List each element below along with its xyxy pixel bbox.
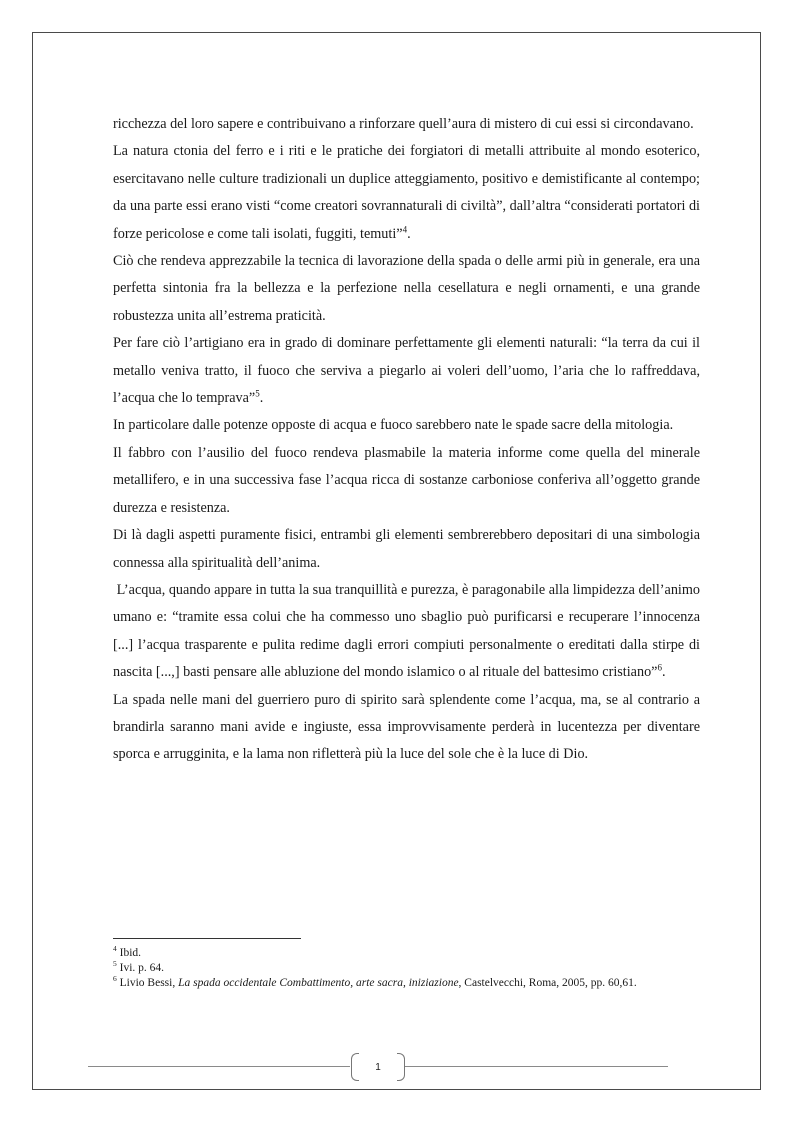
footnotes — [113, 946, 700, 991]
paragraph-9 — [113, 687, 700, 769]
footer-line-right — [405, 1066, 668, 1067]
paragraph-1-text: ricchezza del loro sapere e contribuivano a rinforzare quell’aura di mistero di cui essi si circondavano. — [113, 116, 694, 132]
body-text — [113, 111, 704, 769]
paragraph-2-end: . — [407, 225, 411, 242]
footnote-5-text: Ivi. p. 64. — [116, 962, 165, 974]
paragraph-5-text: In particolare dalle potenze opposte di acqua e fuoco sarebbero nate le spade sacre della mitologia. — [113, 417, 674, 434]
paragraph-5 — [113, 412, 700, 439]
footnote-6-number: 6 — [113, 974, 117, 984]
footnote-separator — [113, 938, 301, 939]
footnote-5-number: 5 — [113, 959, 117, 969]
left-bracket-icon — [351, 1053, 359, 1081]
footnote-5 — [113, 961, 700, 976]
paragraph-8-text: L’acqua, quando appare in tutta la sua tranquillità e purezza, è paragonabile alla limpidezza dell’animo umano e: “tramite essa colui che ha commesso uno sbaglio può purificarsi e recuperare l’innocenza [...] l’acqua trasparente e pulita redime dagli errori compiuti personalmente o ereditati dalla stirpe di nascita [...,] basti pensare alle abluzione del mondo islamico o al rituale del battesimo cristiano” — [113, 581, 704, 681]
right-bracket-icon — [397, 1053, 405, 1081]
footnote-ref-5[interactable]: 5 — [255, 388, 260, 399]
paragraph-3-text: Ciò che rendeva apprezzabile la tecnica di lavorazione della spada o delle armi più in generale, era una perfetta sintonia fra la bellezza e la perfezione nella cesellatura e negli ornamenti, e una grande robustezza unita all’estrema praticità. — [113, 253, 700, 324]
page-number: 1 — [375, 1061, 381, 1073]
paragraph-7-text: Di là dagli aspetti puramente fisici, entrambi gli elementi sembrerebbero depositari di una simbologia connessa alla spiritualità dell’anima. — [113, 527, 700, 571]
footnote-ref-4[interactable]: 4 — [402, 223, 408, 234]
paragraph-2-text: La natura ctonia del ferro e i riti e le pratiche dei forgiatori di metalli attribuite al mondo esoterico, esercitavano nelle culture tradizionali un duplice atteggiamento, positivo e demistificante al contempo; da una parte essi erano visti “come creatori sovrannaturali di civiltà”, dall’altra “considerati portatori di forze pericolose e come tali isolati, fuggiti, temuti” — [113, 143, 700, 242]
paragraph-8 — [113, 577, 704, 687]
footnote-6 — [113, 976, 700, 991]
footnote-6-publication: , Castelvecchi, Roma, 2005, pp. 60,61. — [458, 977, 637, 989]
paragraph-6-text: Il fabbro con l’ausilio del fuoco rendeva plasmabile la materia informe come quella del minerale metallifero, e in una successiva fase l’acqua ricca di sostanze carboniose conferiva all’oggetto grande durezza e resistenza. — [113, 444, 700, 516]
footnote-4-text: Ibid. — [116, 947, 142, 959]
paragraph-9-text: La spada nelle mani del guerriero puro di spirito sarà splendente come l’acqua, ma, se al contrario a brandirla saranno mani avide e ingiuste, essa improvvisamente perderà in lucentezza per diventare sporca e arrugginita, e la lama non rifletterà più la luce del sole che è la luce di Dio. — [113, 691, 700, 763]
footnote-6-author: Livio Bessi, — [116, 977, 179, 989]
footnote-6-title: La spada occidentale Combattimento, arte sacra, iniziazione — [178, 977, 459, 989]
footnote-4 — [113, 946, 700, 961]
paragraph-2 — [113, 138, 700, 248]
paragraph-1 — [113, 111, 700, 138]
page-number-box — [351, 1053, 405, 1081]
paragraph-6 — [113, 440, 700, 522]
footnote-ref-6[interactable]: 6 — [657, 662, 662, 673]
paragraph-4-text: Per fare ciò l’artigiano era in grado di dominare perfettamente gli elementi naturali: “la terra da cui il metallo veniva tratto, il fuoco che serviva a piegarlo ai voleri dell’uomo, l’aria che lo raffreddava, l’acqua che lo temprava” — [113, 335, 700, 407]
footnote-4-number: 4 — [113, 944, 117, 954]
paragraph-3 — [113, 248, 700, 330]
paragraph-7 — [113, 522, 700, 577]
footer-line-left — [88, 1066, 350, 1067]
paragraph-8-end: . — [661, 664, 666, 681]
paragraph-4 — [113, 330, 700, 412]
paragraph-4-end: . — [259, 390, 264, 407]
